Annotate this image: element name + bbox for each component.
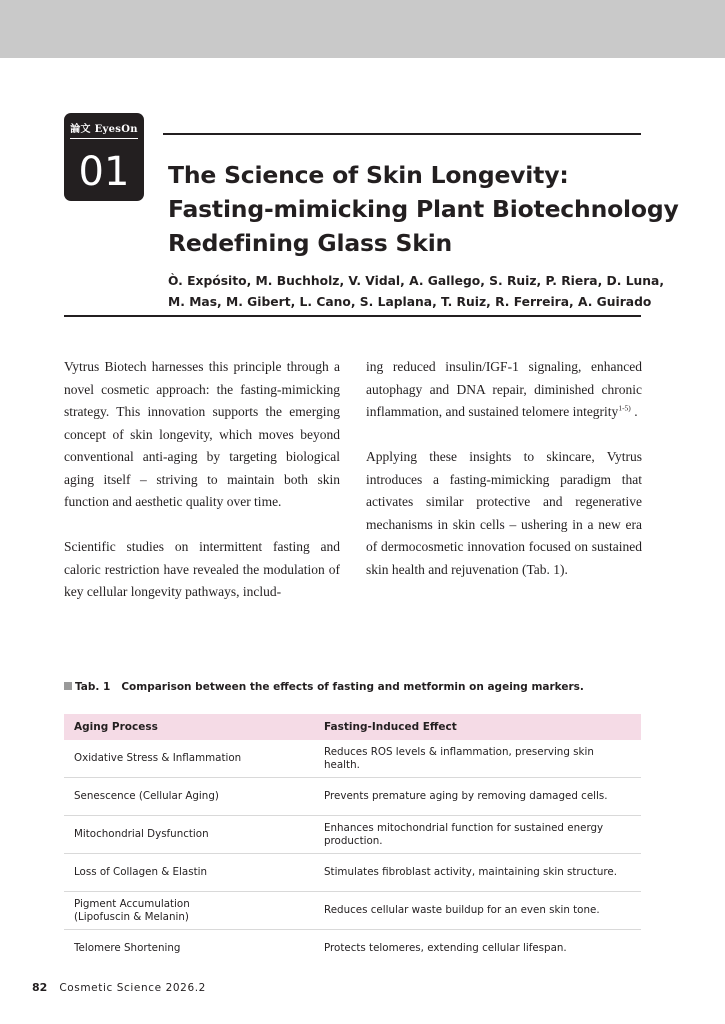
journal-name: Cosmetic Science 2026.2 [59, 982, 206, 994]
table-row [64, 892, 641, 930]
table-cell: Loss of Collagen & Elastin [64, 854, 314, 892]
column-header: Aging Process [64, 714, 314, 740]
author-list [168, 271, 665, 313]
table-header-row [64, 714, 641, 740]
badge-divider [70, 138, 138, 139]
table-cell: Oxidative Stress & Inflammation [64, 740, 314, 778]
badge-number: 01 [78, 149, 130, 195]
table-row [64, 854, 641, 892]
body-paragraph [366, 356, 642, 424]
author-line: Ò. Expósito, M. Buchholz, V. Vidal, A. Gallego, S. Ruiz, P. Riera, D. Luna, [168, 274, 665, 288]
table-cell: Prevents premature aging by removing damaged cells. [314, 778, 641, 816]
table-row [64, 740, 641, 778]
column-header: Fasting-Induced Effect [314, 714, 641, 740]
body-column-left [64, 356, 340, 626]
title-bottom-rule [64, 315, 641, 317]
page-footer [32, 981, 206, 994]
table-caption-text: Comparison between the effects of fasting and metformin on ageing markers. [121, 681, 584, 693]
table-row [64, 930, 641, 968]
table-caption-label: Tab. 1 [75, 681, 111, 693]
page-number: 82 [32, 981, 48, 994]
table-cell: Telomere Shortening [74, 942, 181, 954]
badge-label: 論文 EyesOn [70, 124, 138, 135]
paragraph-text: ing reduced insulin/IGF-1 signaling, enhanced autophagy and DNA repair, diminished chronic inflammation, and sustained telomere integrity [366, 359, 642, 419]
table-caption [64, 681, 584, 693]
caption-square-icon [64, 682, 72, 690]
paragraph-end: . [630, 404, 638, 419]
title-line: The Science of Skin Longevity: [168, 161, 569, 189]
body-column-right [366, 356, 642, 604]
table-row [64, 816, 641, 854]
table-cell: Stimulates fibroblast activity, maintaining skin structure. [314, 854, 641, 892]
table-cell: Pigment Accumulation (Lipofuscin & Melanin) [64, 892, 314, 930]
title-line: Redefining Glass Skin [168, 229, 453, 257]
article-title [168, 158, 679, 260]
author-line: M. Mas, M. Gibert, L. Cano, S. Laplana, T. Ruiz, R. Ferreira, A. Guirado [168, 295, 652, 309]
table-row [64, 778, 641, 816]
top-band [0, 0, 725, 58]
table-cell: Reduces ROS levels & inflammation, preserving skin health. [314, 740, 641, 778]
comparison-table [64, 714, 641, 967]
body-paragraph: Applying these insights to skincare, Vytrus introduces a fasting-mimicking paradigm that activates similar protective and regenerative mechanisms in skin cells – ushering in a new era of dermocosmetic innovation focused on sustained skin health and rejuvenation (Tab. 1). [366, 449, 642, 577]
table-cell: Senescence (Cellular Aging) [64, 778, 314, 816]
body-paragraph: Scientific studies on intermittent fasting and caloric restriction have revealed the modulation of key cellular longevity pathways, includ- [64, 539, 340, 599]
body-paragraph: Vytrus Biotech harnesses this principle through a novel cosmetic approach: the fasting-mimicking strategy. This innovation supports the emerging concept of skin longevity, which moves beyond conventional anti-aging by targeting biological aging itself – striving to maintain both skin function and aesthetic quality over time. [64, 359, 340, 509]
reference-superscript[interactable]: 1-5) [618, 403, 631, 413]
section-badge [64, 113, 144, 201]
title-top-rule [163, 133, 641, 135]
table-cell: Enhances mitochondrial function for sustained energy production. [314, 816, 641, 854]
table-cell: Protects telomeres, extending cellular lifespan. [324, 942, 567, 954]
title-line: Fasting-mimicking Plant Biotechnology [168, 195, 679, 223]
table-cell: Reduces cellular waste buildup for an even skin tone. [314, 892, 641, 930]
table-cell: Mitochondrial Dysfunction [64, 816, 314, 854]
